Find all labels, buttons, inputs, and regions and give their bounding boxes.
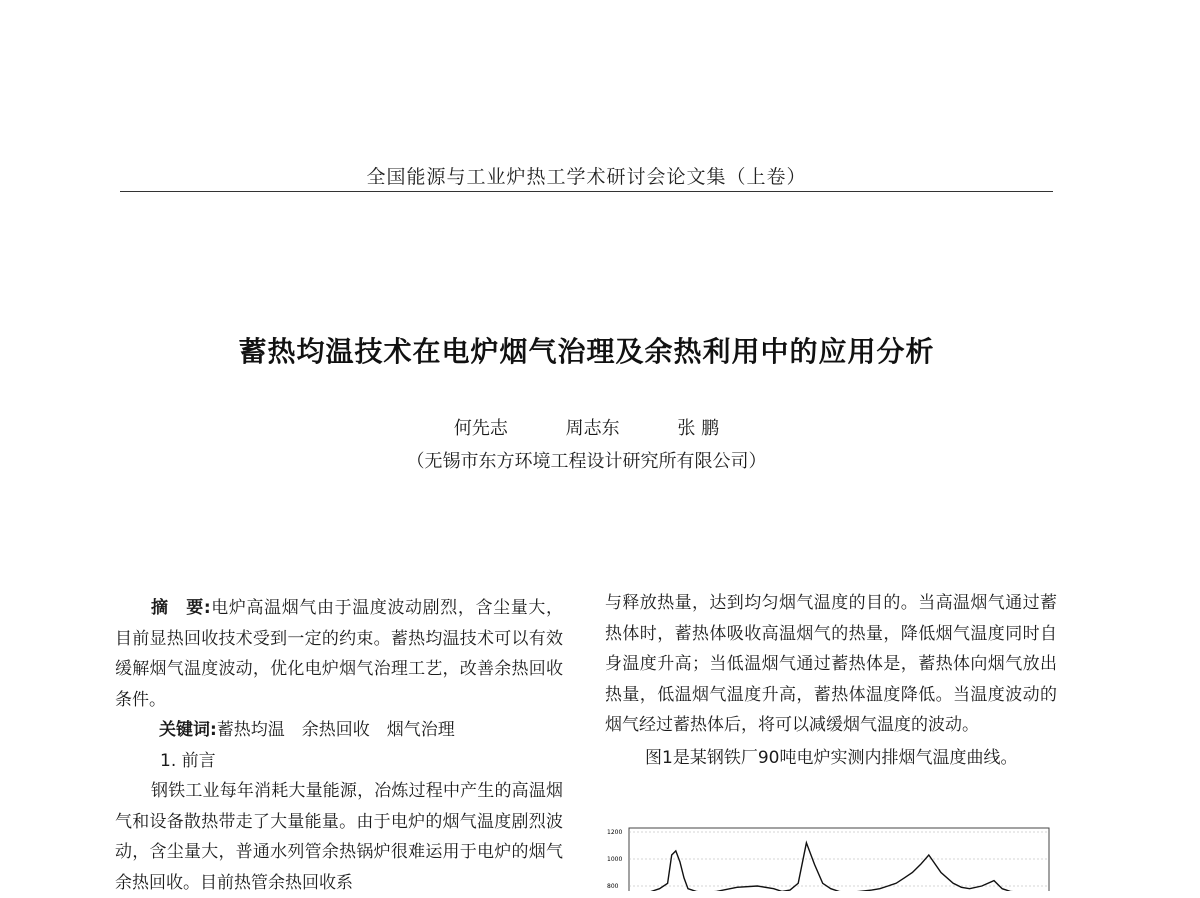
temperature-series-line <box>635 843 1043 891</box>
running-header: 全国能源与工业炉热工学术研讨会论文集（上卷） <box>366 166 807 188</box>
keywords-text: 蓄热均温 余热回收 烟气治理 <box>216 720 455 740</box>
intro-paragraph: 钢铁工业每年消耗大量能源，冶炼过程中产生的高温烟气和设备散热带走了大量能量。由于电炉的烟气温度剧烈波动，含尘量大，普通水列管余热锅炉很难运用于电炉的烟气余热回收。目前热管余热回收系 <box>115 781 563 893</box>
abstract-text: 电炉高温烟气由于温度波动剧烈，含尘量大，目前显热回收技术受到一定的约束。蓄热均温技术可以有效缓解烟气温度波动，优化电炉烟气治理工艺，改善余热回收条件。 <box>115 598 563 710</box>
section-heading: 1. 前言 <box>160 750 216 771</box>
body-paragraph: 与释放热量，达到均匀烟气温度的目的。当高温烟气通过蓄热体时，蓄热体吸收高温烟气的热量，降低烟气温度同时自身温度升高；当低温烟气通过蓄热体是，蓄热体向烟气放出热量，低温烟气温度升高，蓄热体温度降低。当温度波动的烟气经过蓄热体后，将可以减缓烟气温度的波动。 <box>605 593 1057 735</box>
temperature-chart <box>605 822 1055 891</box>
keywords <box>115 715 563 746</box>
author-name: 何先志 <box>453 418 508 439</box>
abstract-label: 摘 要: <box>151 598 211 618</box>
chart-frame <box>629 828 1049 891</box>
y-tick-label: 1000 <box>607 856 623 863</box>
y-tick-label: 1200 <box>607 829 623 836</box>
keywords-label: 关键词: <box>159 720 217 740</box>
right-column <box>605 588 1057 773</box>
author-name: 张 鹏 <box>677 418 720 439</box>
y-tick-label: 800 <box>607 883 619 890</box>
abstract <box>115 593 563 715</box>
affiliation: （无锡市东方环境工程设计研究所有限公司） <box>406 451 767 472</box>
author-name: 周志东 <box>565 418 620 439</box>
header-rule <box>120 191 1053 192</box>
paper-title: 蓄热均温技术在电炉烟气治理及余热利用中的应用分析 <box>238 335 935 368</box>
left-column <box>115 593 563 898</box>
figure-caption: 图1是某钢铁厂90吨电炉实测内排烟气温度曲线。 <box>645 747 1018 768</box>
author-list <box>120 414 1053 440</box>
